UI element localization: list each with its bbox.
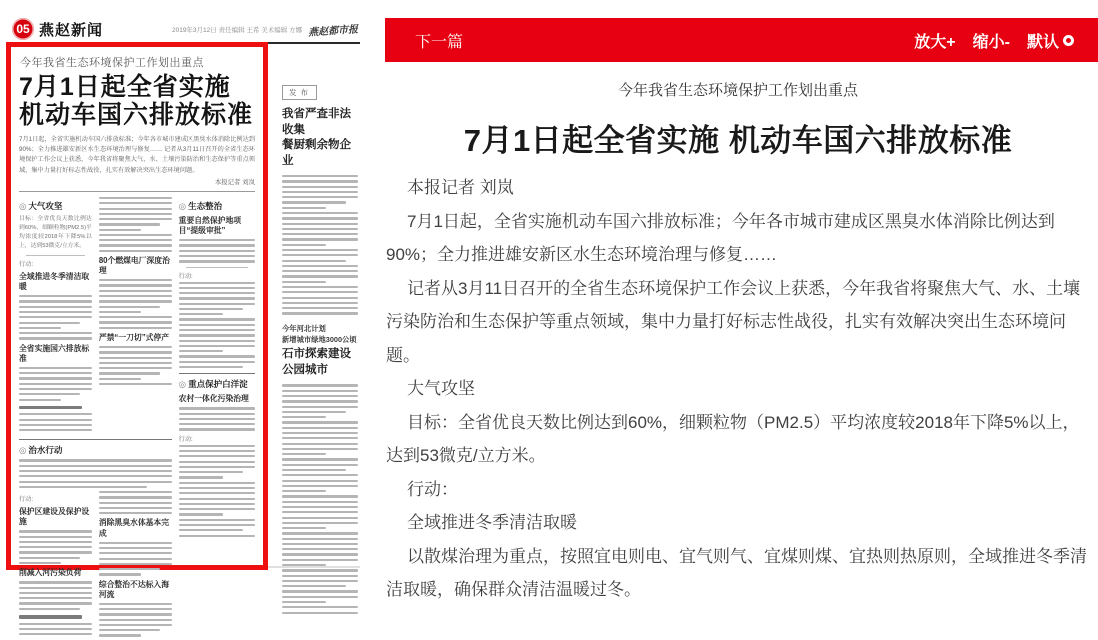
reader-toolbar [385,18,1098,62]
blurred-text-block [19,413,92,431]
subhead-no-one-size-fits-all: 严禁“一刀切”式停产 [98,332,170,342]
divider [26,255,86,256]
page-date-editors: 2019年3月12日 责任编辑 王希 美术编辑 方娜 [171,26,302,34]
action-label: 行动: [178,435,193,443]
blurred-text-block [282,384,358,613]
article-paragraph: 行动： [407,479,458,499]
blurred-text-block [99,491,172,514]
thumb-article-intro [19,135,255,176]
next-article-button[interactable]: 下一篇 [415,33,464,51]
action-label: 行动: [19,260,34,268]
subhead-winter-heating: 全域推进冬季清洁取暖 [19,271,90,291]
reset-zoom-icon [1063,35,1074,46]
page-side-column [282,82,358,617]
blurred-text-block [99,279,172,329]
blurred-text-block [99,603,172,637]
section-water-heading: ◎ 治水行动 [19,439,172,456]
blurred-text-block [179,445,255,537]
subhead-sea-rivers: 综合整治不达标入海河流 [98,579,170,599]
thumb-article-kicker: 今年我省生态环境保护工作划出重点 [20,57,204,69]
action-label: 行动: [19,496,34,504]
article-reader [386,62,1090,607]
article-paragraph: 目标：全省优良天数比例达到60%，细颗粒物（PM2.5）平均浓度较2018年下降5%以上，达到53微克/立方米。 [386,412,1080,465]
thumb-column-2 [99,197,172,434]
article-title: 7月1日起全省实施 机动车国六排放标准 [463,123,1013,158]
section-baiyangdian-heading: ◎ 重点保护白洋淀 [179,373,255,390]
article-paragraph: 大气攻坚 [407,379,475,398]
blurred-text-block [99,197,172,252]
subhead-rural-pollution-treatment: 农村一体化污染治理 [178,394,249,404]
side-article2-title: 石市探索建设公园城市 [282,348,351,376]
divider [19,191,255,192]
thumb-article-title-line1: 7月1日起全省实施 [19,73,231,101]
page-number-badge: 05 [12,18,34,40]
blurred-text-block [179,407,255,430]
subhead-black-odorous-water: 消除黑臭水体基本完成 [98,518,170,538]
blurred-text-block [19,581,92,610]
action-label: 行动: [178,272,193,280]
article-kicker: 今年我省生态环境保护工作划出重点 [617,82,858,99]
side-column-tag: 发布 [282,85,317,100]
blurred-text-block [282,175,358,315]
thumb-column-3 [179,197,255,640]
highlighted-article-region[interactable] [6,42,268,599]
subhead-protected-area-approval: 重要自然保护地项目“提级审批” [178,215,242,236]
article-paragraph: 全域推进冬季清洁取暖 [407,513,577,532]
newspaper-masthead-logo: 燕赵都市报 [307,23,359,39]
subhead-guo6-standard: 全省实施国六排放标准 [19,343,90,363]
blurred-text-block [19,295,92,339]
blurred-text-block [19,459,172,488]
thumb-column-2b [99,491,172,640]
section-bullet-icon: ◎ [19,200,27,211]
subhead-reserve-construction: 保护区建设及保护设施 [19,507,90,527]
section-bullet-icon: ◎ [178,200,187,211]
blurred-text-block [179,282,255,369]
zoom-out-button[interactable]: 缩小- [972,33,1010,51]
thumb-column-1b [19,491,92,640]
section-water-block [19,434,172,639]
zoom-in-button[interactable]: 放大+ [914,33,956,51]
reset-zoom-button[interactable]: 默认 [1027,29,1074,52]
section-air-heading: ◎ 大气攻坚 [19,200,63,211]
blurred-text-block [179,239,255,262]
section-bullet-icon: ◎ [178,379,187,390]
blurred-text-block [19,367,92,401]
newspaper-page-thumbnail[interactable] [10,16,360,599]
air-target-text: 目标：全省优良天数比例达到60%，细颗粒物(PM2.5)平均浓度较2018年下降5%以上，达到53微克/立方米。 [19,215,92,249]
side-article2-kicker: 今年河北计划 新增城市绿地3000公顷 [282,323,357,344]
article-paragraph: 7月1日起，全省实施机动车国六排放标准；今年各市城市建成区黑臭水体消除比例达到90%；全力推进雄安新区水生态环境治理与修复…… [386,211,1055,264]
divider [186,267,249,268]
thumb-article-title-line2: 机动车国六排放标准 [19,101,254,129]
article-byline: 本报记者 刘岚 [407,178,514,197]
blurred-text-block [19,623,92,636]
thumb-column-1 [19,197,92,434]
newspaper-page-header [10,16,360,44]
thumb-intro-p2: 记者从3月11日召开的全省生态环境保护工作会议上获悉，今年我省将聚焦大气、水、土壤污染防治和生态保护等重点领域，集中力量打好标志性战役，扎实有效解决突出生态环境问题。 [19,146,255,174]
side-article1-title: 我省严查非法收集 餐厨剩余物企业 [282,108,351,167]
subhead-reduce-river-pollution: 削减入河污染负荷 [19,568,82,578]
section-eco-heading: ◎ 生态整治 [178,200,223,211]
thumb-intro-p1: 7月1日起，全省实施机动车国六排放标准；今年各市城市建成区黑臭水体消除比例达到90%；全力推进雄安新区水生态环境治理与修复…… [19,136,255,154]
thumb-article-byline: 本报记者 刘岚 [214,178,255,186]
page-section-name: 燕赵新闻 [39,21,104,39]
blurred-subhead [19,615,82,619]
blurred-text-block [99,346,172,385]
section-bullet-icon: ◎ [19,445,27,456]
article-paragraph: 以散煤治理为重点，按照宜电则电、宜气则气、宜煤则煤、宜热则热原则，全域推进冬季清洁取暖，确保群众清洁温暖过冬。 [386,546,1087,599]
blurred-text-block [19,530,92,564]
subhead-powerplant-treatment: 80个燃煤电厂深度治理 [98,255,170,276]
zoom-controls [914,29,1074,52]
article-paragraph: 记者从3月11日召开的全省生态环境保护工作会议上获悉，今年我省将聚焦大气、水、土壤污染防治和生态保护等重点领域，集中力量打好标志性战役，扎实有效解决突出生态环境问题。 [386,278,1081,365]
blurred-text-block [99,542,172,576]
blurred-subhead [19,406,82,410]
